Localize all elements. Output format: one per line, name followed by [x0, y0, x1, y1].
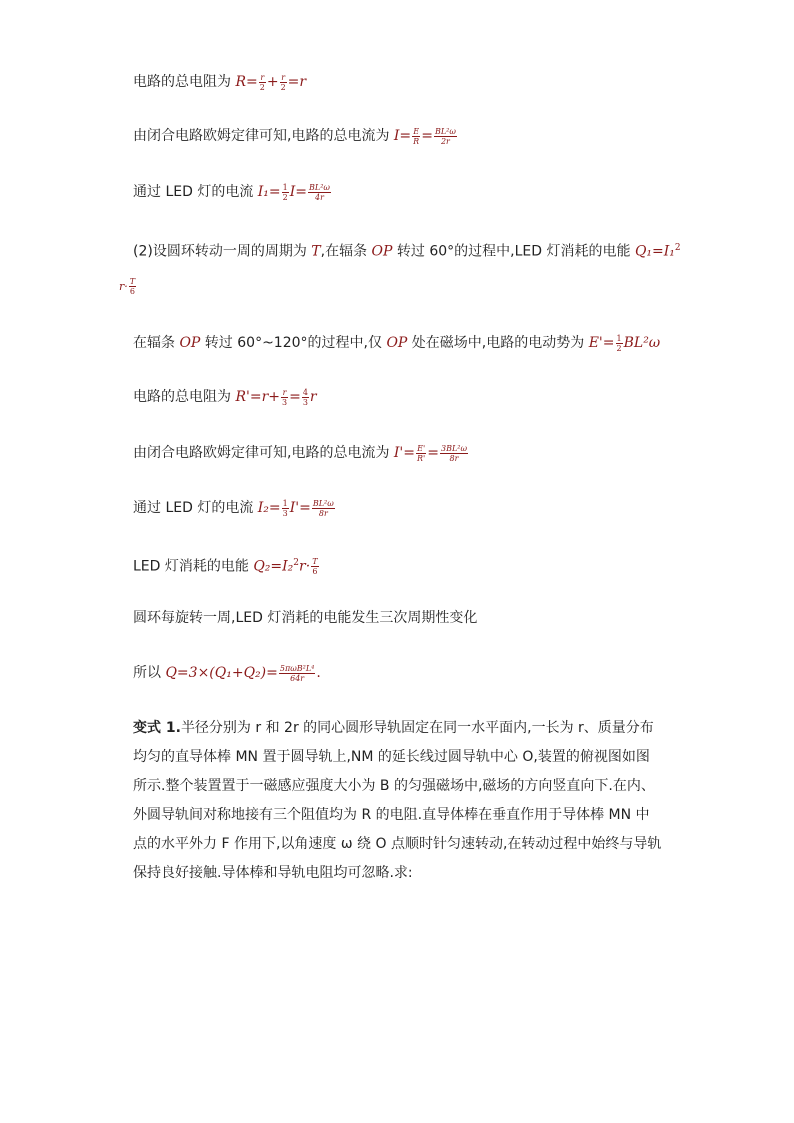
math: I₂=: [257, 500, 281, 516]
variant-label: 变式 1.: [133, 720, 181, 736]
line-total-current: [133, 126, 458, 146]
math: I₁=: [257, 184, 281, 200]
math: I'=: [289, 500, 311, 516]
denominator: 3: [282, 397, 288, 407]
denominator: 2: [259, 82, 265, 92]
fraction: [259, 73, 266, 92]
fraction: [616, 334, 623, 353]
math: =: [427, 445, 439, 461]
line-led-current-2: [133, 498, 336, 518]
math: =r: [287, 74, 307, 90]
math: I'=: [393, 445, 416, 461]
line-led-energy: [133, 553, 320, 577]
denominator: 3: [302, 397, 308, 407]
superscript: 2: [293, 558, 300, 568]
numerator: T: [312, 557, 318, 567]
fraction: [129, 277, 136, 296]
fraction: [312, 499, 335, 518]
text: 转过 60°的过程中,LED 灯消耗的电能: [392, 243, 635, 260]
numerator: BL²ω: [434, 126, 456, 136]
denominator: 2r: [440, 136, 450, 146]
fraction: [311, 557, 318, 576]
numerator: 5πωB²L⁴: [279, 663, 315, 673]
text: 在辐条: [133, 335, 180, 351]
denominator: 2: [280, 82, 286, 92]
numerator: 1: [282, 182, 288, 192]
text: 电路的总电阻为: [133, 389, 236, 405]
numerator: r: [260, 72, 265, 82]
denominator: 3: [282, 508, 288, 518]
line-final-answer: [133, 663, 321, 683]
variant-text: 半径分别为 r 和 2r 的同心圆形导轨固定在同一水平面内,一长为 r、质量分布均匀的直导体棒 MN 置于圆导轨上,NM 的延长线过圆导轨中心 O,装置的俯视图如图所示.整个装置置于一磁感应强度大小为 B 的匀强磁场中,磁场的方向竖直向下.在内、外圆导轨间对称地接有三个阻值均为 R 的电阻.直导体棒在垂直作用于导体棒 MN 中点的水平外力 F 作用下,以角速度 ω 绕 O 点顺时针匀速转动,在转动过程中始终与导轨保持良好接触.导体棒和导轨电阻均可忽略.求:: [133, 720, 662, 881]
denominator: 6: [312, 567, 318, 577]
text: LED 灯消耗的电能: [133, 558, 254, 575]
denominator: 2: [282, 192, 288, 202]
text: 圆环每旋转一周,LED 灯消耗的电能发生三次周期性变化: [133, 610, 478, 626]
line-led-current: [133, 182, 332, 202]
superscript: 2: [674, 243, 681, 253]
line-resistance-2: [133, 387, 317, 407]
text: 电路的总电阻为: [133, 74, 236, 90]
math: E'=: [588, 335, 615, 351]
numerator: T: [129, 276, 136, 286]
line-period-cont: [119, 276, 137, 297]
text: ,在辐条: [320, 243, 372, 260]
numerator: BL²ω: [312, 498, 334, 508]
fraction: [440, 444, 468, 463]
fraction: [279, 664, 315, 683]
math: T: [311, 243, 321, 260]
fraction: [412, 127, 420, 146]
denominator: 6: [129, 286, 135, 296]
numerator: BL²ω: [309, 182, 330, 192]
fraction: [308, 183, 331, 202]
math: R=: [235, 74, 258, 90]
fraction: [282, 499, 289, 518]
numerator: 1: [616, 333, 622, 343]
text: 通过 LED 灯的电流: [133, 184, 258, 200]
math: Q₁=I₁: [634, 243, 675, 260]
line-current-2: [133, 443, 469, 463]
fraction: [281, 388, 288, 407]
math: R'=r+: [235, 389, 280, 405]
line-emf: [133, 333, 660, 353]
text: 转过 60°~120°的过程中,仅: [200, 335, 387, 351]
numerator: 3BL²ω: [440, 443, 467, 453]
fraction: [282, 183, 289, 202]
text: 由闭合电路欧姆定律可知,电路的总电流为: [133, 445, 394, 461]
denominator: 2: [616, 343, 622, 353]
math: Q=3×(Q₁+Q₂)=: [165, 665, 278, 681]
fraction: [416, 444, 426, 463]
math: OP: [386, 335, 408, 351]
denominator: 8r: [449, 453, 459, 463]
text: 所以: [133, 665, 166, 681]
fraction: [280, 73, 287, 92]
line-total-resistance: [133, 72, 306, 92]
numerator: E: [413, 126, 420, 136]
denominator: 4r: [315, 192, 324, 202]
math: I=: [393, 128, 412, 144]
math: BL²ω: [623, 335, 661, 351]
numerator: 1: [282, 498, 288, 508]
math: .: [316, 665, 321, 681]
math: I=: [289, 184, 308, 200]
denominator: 64r: [290, 673, 305, 683]
numerator: r: [281, 72, 286, 82]
math: OP: [179, 335, 201, 351]
math: =: [289, 389, 301, 405]
math: Q₂=I₂: [253, 558, 294, 575]
math: r·: [299, 558, 311, 575]
text: 处在磁场中,电路的电动势为: [407, 335, 589, 351]
text: 由闭合电路欧姆定律可知,电路的总电流为: [133, 128, 394, 144]
variant-problem: [133, 714, 663, 888]
math: +: [266, 74, 279, 90]
numerator: E': [417, 443, 426, 453]
denominator: R: [413, 136, 420, 146]
line-period: [133, 238, 681, 262]
text: (2)设圆环转动一周的周期为: [133, 243, 312, 260]
text: 通过 LED 灯的电流: [133, 500, 258, 516]
math: r·: [119, 280, 128, 293]
math: r: [309, 389, 317, 405]
math: OP: [371, 243, 393, 260]
math: =: [421, 128, 433, 144]
denominator: 8r: [318, 508, 328, 518]
fraction: [302, 388, 309, 407]
denominator: R': [417, 453, 426, 463]
line-periodic-change: [133, 608, 477, 628]
numerator: 4: [302, 387, 308, 397]
numerator: r: [282, 387, 287, 397]
fraction: [434, 127, 457, 146]
